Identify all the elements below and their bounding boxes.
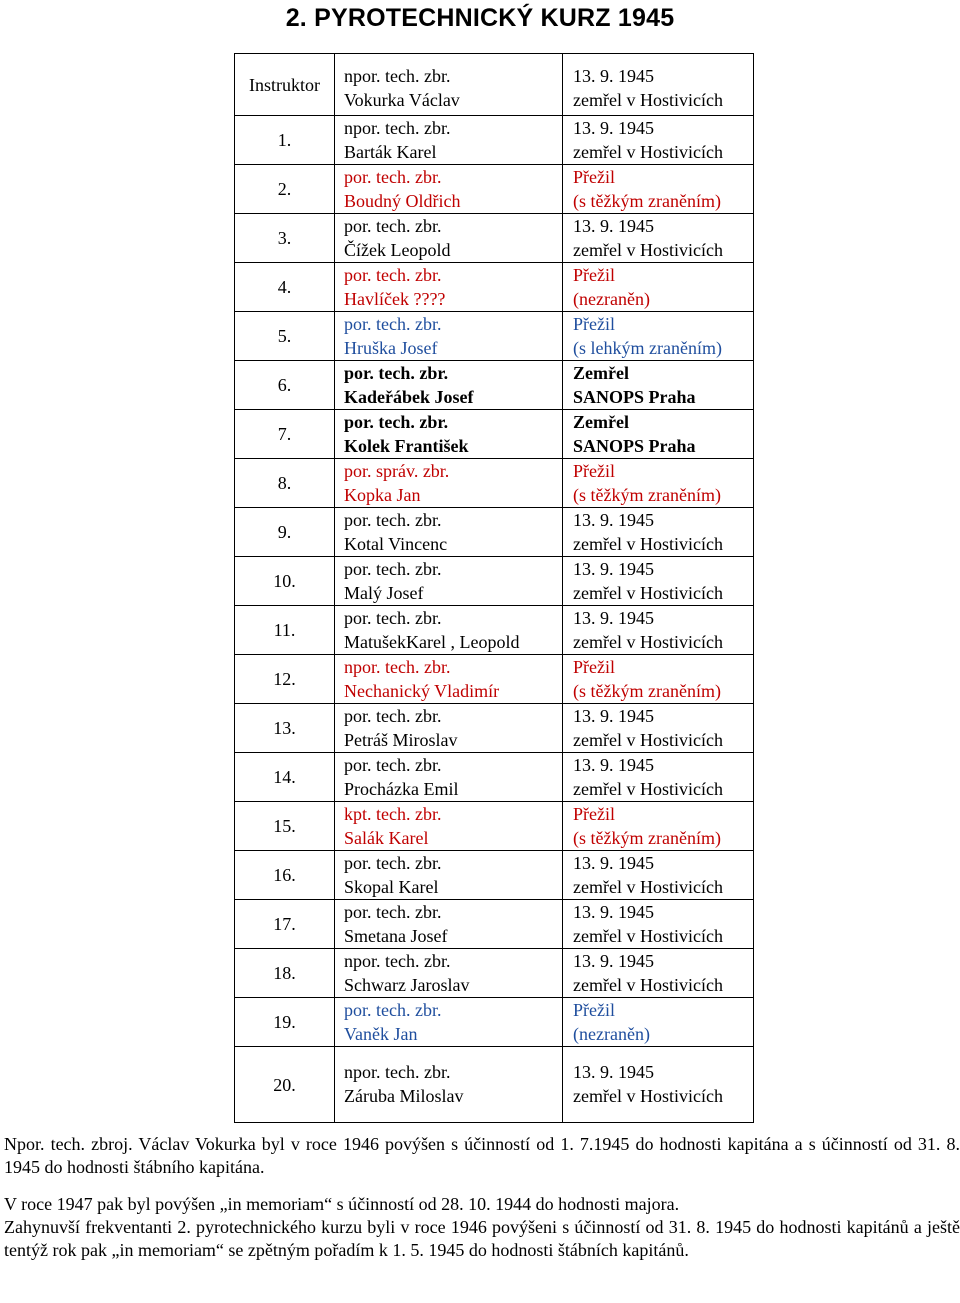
notes-section — [4, 1133, 960, 1262]
table-row — [235, 557, 754, 606]
student-fate-cell — [563, 557, 754, 606]
student-name-cell — [335, 312, 563, 361]
student-rank: por. tech. zbr. — [344, 853, 442, 873]
row-number: 14. — [235, 753, 335, 802]
table-row — [235, 459, 754, 508]
table-row — [235, 900, 754, 949]
instructor-fate-text: zemřel v Hostivicích — [573, 90, 723, 110]
row-number: 12. — [235, 655, 335, 704]
student-name-cell — [335, 557, 563, 606]
instructor-name: Vokurka Václav — [344, 90, 460, 110]
student-fate-status: Zemřel — [573, 363, 629, 383]
row-number: 17. — [235, 900, 335, 949]
student-name: Kopka Jan — [344, 485, 421, 505]
student-fate-cell — [563, 802, 754, 851]
student-fate-detail: SANOPS Praha — [573, 436, 696, 456]
student-name-cell — [335, 655, 563, 704]
table-row — [235, 998, 754, 1047]
student-fate-status: Přežil — [573, 804, 615, 824]
student-name: Malý Josef — [344, 583, 424, 603]
student-rank: por. tech. zbr. — [344, 559, 442, 579]
student-fate-cell — [563, 606, 754, 655]
student-name: Nechanický Vladimír — [344, 681, 500, 701]
student-name-cell — [335, 753, 563, 802]
student-fate-status: 13. 9. 1945 — [573, 951, 654, 971]
student-rank: npor. tech. zbr. — [344, 657, 451, 677]
row-number: 4. — [235, 263, 335, 312]
student-fate-status: 13. 9. 1945 — [573, 608, 654, 628]
table-row — [235, 312, 754, 361]
student-fate-cell — [563, 753, 754, 802]
student-fate-cell — [563, 214, 754, 263]
student-name-cell — [335, 263, 563, 312]
note-promotion-1946: Npor. tech. zbroj. Václav Vokurka byl v roce 1946 povýšen s účinností od 1. 7.1945 do hodnosti kapitána a s účinností od 31. 8. 1945 do hodnosti štábního kapitána. — [4, 1134, 960, 1177]
student-name: Havlíček ???? — [344, 289, 446, 309]
student-name: Kotal Vincenc — [344, 534, 448, 554]
student-fate-detail: (nezraněn) — [573, 289, 650, 309]
student-rank: por. správ. zbr. — [344, 461, 450, 481]
student-fate-detail: (s lehkým zraněním) — [573, 338, 722, 358]
student-name: Boudný Oldřich — [344, 191, 461, 211]
student-rank: por. tech. zbr. — [344, 902, 442, 922]
student-rank: por. tech. zbr. — [344, 1000, 442, 1020]
row-number: 3. — [235, 214, 335, 263]
student-name-cell — [335, 949, 563, 998]
student-rank: por. tech. zbr. — [344, 363, 449, 383]
student-fate-cell — [563, 165, 754, 214]
student-fate-status: 13. 9. 1945 — [573, 118, 654, 138]
student-fate-detail: zemřel v Hostivicích — [573, 975, 723, 995]
row-number: 2. — [235, 165, 335, 214]
student-rank: npor. tech. zbr. — [344, 118, 451, 138]
student-fate-status: 13. 9. 1945 — [573, 755, 654, 775]
row-number: 6. — [235, 361, 335, 410]
student-name: Hruška Josef — [344, 338, 438, 358]
student-fate-detail: zemřel v Hostivicích — [573, 926, 723, 946]
student-name: Petráš Miroslav — [344, 730, 458, 750]
row-number: 7. — [235, 410, 335, 459]
row-number: 15. — [235, 802, 335, 851]
table-row — [235, 606, 754, 655]
student-fate-cell — [563, 704, 754, 753]
student-fate-status: 13. 9. 1945 — [573, 1062, 654, 1082]
table-row — [235, 802, 754, 851]
student-name: MatušekKarel , Leopold — [344, 632, 520, 652]
student-rank: por. tech. zbr. — [344, 167, 442, 187]
student-rank: por. tech. zbr. — [344, 265, 442, 285]
table-row — [235, 851, 754, 900]
student-rank: npor. tech. zbr. — [344, 1062, 451, 1082]
table-row — [235, 753, 754, 802]
student-name-cell — [335, 851, 563, 900]
instructor-rank: npor. tech. zbr. — [344, 66, 451, 86]
table-row — [235, 704, 754, 753]
student-fate-detail: zemřel v Hostivicích — [573, 240, 723, 260]
student-fate-cell — [563, 655, 754, 704]
student-name: Kolek František — [344, 436, 469, 456]
row-number: 20. — [235, 1047, 335, 1123]
instructor-label: Instruktor — [235, 54, 335, 116]
student-rank: por. tech. zbr. — [344, 608, 442, 628]
student-fate-detail: zemřel v Hostivicích — [573, 1086, 723, 1106]
student-rank: por. tech. zbr. — [344, 216, 442, 236]
student-name-cell — [335, 998, 563, 1047]
student-name: Čížek Leopold — [344, 240, 451, 260]
table-row — [235, 410, 754, 459]
student-fate-detail: zemřel v Hostivicích — [573, 632, 723, 652]
student-fate-status: 13. 9. 1945 — [573, 216, 654, 236]
student-name: Skopal Karel — [344, 877, 439, 897]
row-number: 8. — [235, 459, 335, 508]
student-name: Barták Karel — [344, 142, 437, 162]
student-fate-detail: (s těžkým zraněním) — [573, 485, 721, 505]
student-name-cell — [335, 214, 563, 263]
student-fate-detail: (s těžkým zraněním) — [573, 681, 721, 701]
student-name-cell — [335, 606, 563, 655]
student-name-cell — [335, 704, 563, 753]
student-fate-detail: zemřel v Hostivicích — [573, 779, 723, 799]
table-row — [235, 1047, 754, 1123]
student-fate-detail: (nezraněn) — [573, 1024, 650, 1044]
student-fate-cell — [563, 851, 754, 900]
instructor-name-cell — [335, 54, 563, 116]
table-row — [235, 214, 754, 263]
student-rank: por. tech. zbr. — [344, 412, 449, 432]
student-fate-status: Přežil — [573, 657, 615, 677]
student-name-cell — [335, 116, 563, 165]
instructor-fate-cell — [563, 54, 754, 116]
student-fate-detail: zemřel v Hostivicích — [573, 142, 723, 162]
student-fate-detail: (s těžkým zraněním) — [573, 828, 721, 848]
table-row — [235, 508, 754, 557]
student-name-cell — [335, 410, 563, 459]
student-name-cell — [335, 900, 563, 949]
table-row — [235, 116, 754, 165]
student-fate-cell — [563, 263, 754, 312]
student-fate-status: 13. 9. 1945 — [573, 706, 654, 726]
student-fate-detail: (s těžkým zraněním) — [573, 191, 721, 211]
table-row — [235, 165, 754, 214]
student-fate-status: Přežil — [573, 167, 615, 187]
student-rank: npor. tech. zbr. — [344, 951, 451, 971]
student-name: Smetana Josef — [344, 926, 448, 946]
instructor-row — [235, 54, 754, 116]
student-fate-status: 13. 9. 1945 — [573, 902, 654, 922]
student-rank: por. tech. zbr. — [344, 510, 442, 530]
student-fate-status: 13. 9. 1945 — [573, 510, 654, 530]
student-fate-cell — [563, 361, 754, 410]
student-fate-status: Přežil — [573, 314, 615, 334]
table-row — [235, 263, 754, 312]
student-rank: por. tech. zbr. — [344, 755, 442, 775]
roster-table — [234, 53, 754, 1123]
student-fate-cell — [563, 459, 754, 508]
student-fate-status: 13. 9. 1945 — [573, 853, 654, 873]
student-name: Kadeřábek Josef — [344, 387, 474, 407]
table-row — [235, 655, 754, 704]
student-name: Záruba Miloslav — [344, 1086, 464, 1106]
student-fate-cell — [563, 949, 754, 998]
table-row — [235, 949, 754, 998]
student-fate-status: Přežil — [573, 265, 615, 285]
student-fate-cell — [563, 1047, 754, 1123]
instructor-fate-date: 13. 9. 1945 — [573, 66, 654, 86]
student-fate-status: Přežil — [573, 461, 615, 481]
row-number: 18. — [235, 949, 335, 998]
student-rank: kpt. tech. zbr. — [344, 804, 442, 824]
student-name-cell — [335, 508, 563, 557]
student-rank: por. tech. zbr. — [344, 314, 442, 334]
student-fate-status: 13. 9. 1945 — [573, 559, 654, 579]
student-fate-detail: zemřel v Hostivicích — [573, 730, 723, 750]
roster-body — [235, 54, 754, 1123]
student-fate-cell — [563, 410, 754, 459]
note-cadets-promotion: Zahynuvší frekventanti 2. pyrotechnického kurzu byli v roce 1946 povýšeni s účinností od 31. 8. 1945 do hodnosti kapitánů a ještě tentýž rok pak „in memoriam“ se zpětným pořadím k 1. 5. 1945 do hodnosti štábních kapitánů. — [4, 1217, 960, 1260]
row-number: 16. — [235, 851, 335, 900]
student-fate-cell — [563, 998, 754, 1047]
row-number: 5. — [235, 312, 335, 361]
row-number: 1. — [235, 116, 335, 165]
student-fate-cell — [563, 900, 754, 949]
student-name-cell — [335, 1047, 563, 1123]
student-rank: por. tech. zbr. — [344, 706, 442, 726]
row-number: 19. — [235, 998, 335, 1047]
student-name: Vaněk Jan — [344, 1024, 418, 1044]
student-fate-status: Přežil — [573, 1000, 615, 1020]
student-fate-cell — [563, 508, 754, 557]
student-fate-detail: zemřel v Hostivicích — [573, 583, 723, 603]
student-name-cell — [335, 361, 563, 410]
student-name: Schwarz Jaroslav — [344, 975, 470, 995]
student-fate-cell — [563, 312, 754, 361]
student-fate-cell — [563, 116, 754, 165]
student-name: Salák Karel — [344, 828, 429, 848]
student-name-cell — [335, 165, 563, 214]
page-title: 2. PYROTECHNICKÝ KURZ 1945 — [285, 4, 675, 32]
row-number: 9. — [235, 508, 335, 557]
student-fate-status: Zemřel — [573, 412, 629, 432]
student-name-cell — [335, 459, 563, 508]
note-promotion-1947: V roce 1947 pak byl povýšen „in memoriam“ s účinností od 28. 10. 1944 do hodnosti majora. — [4, 1194, 680, 1214]
row-number: 13. — [235, 704, 335, 753]
row-number: 10. — [235, 557, 335, 606]
student-fate-detail: zemřel v Hostivicích — [573, 534, 723, 554]
student-name-cell — [335, 802, 563, 851]
student-name: Procházka Emil — [344, 779, 459, 799]
student-fate-detail: SANOPS Praha — [573, 387, 696, 407]
table-row — [235, 361, 754, 410]
row-number: 11. — [235, 606, 335, 655]
student-fate-detail: zemřel v Hostivicích — [573, 877, 723, 897]
